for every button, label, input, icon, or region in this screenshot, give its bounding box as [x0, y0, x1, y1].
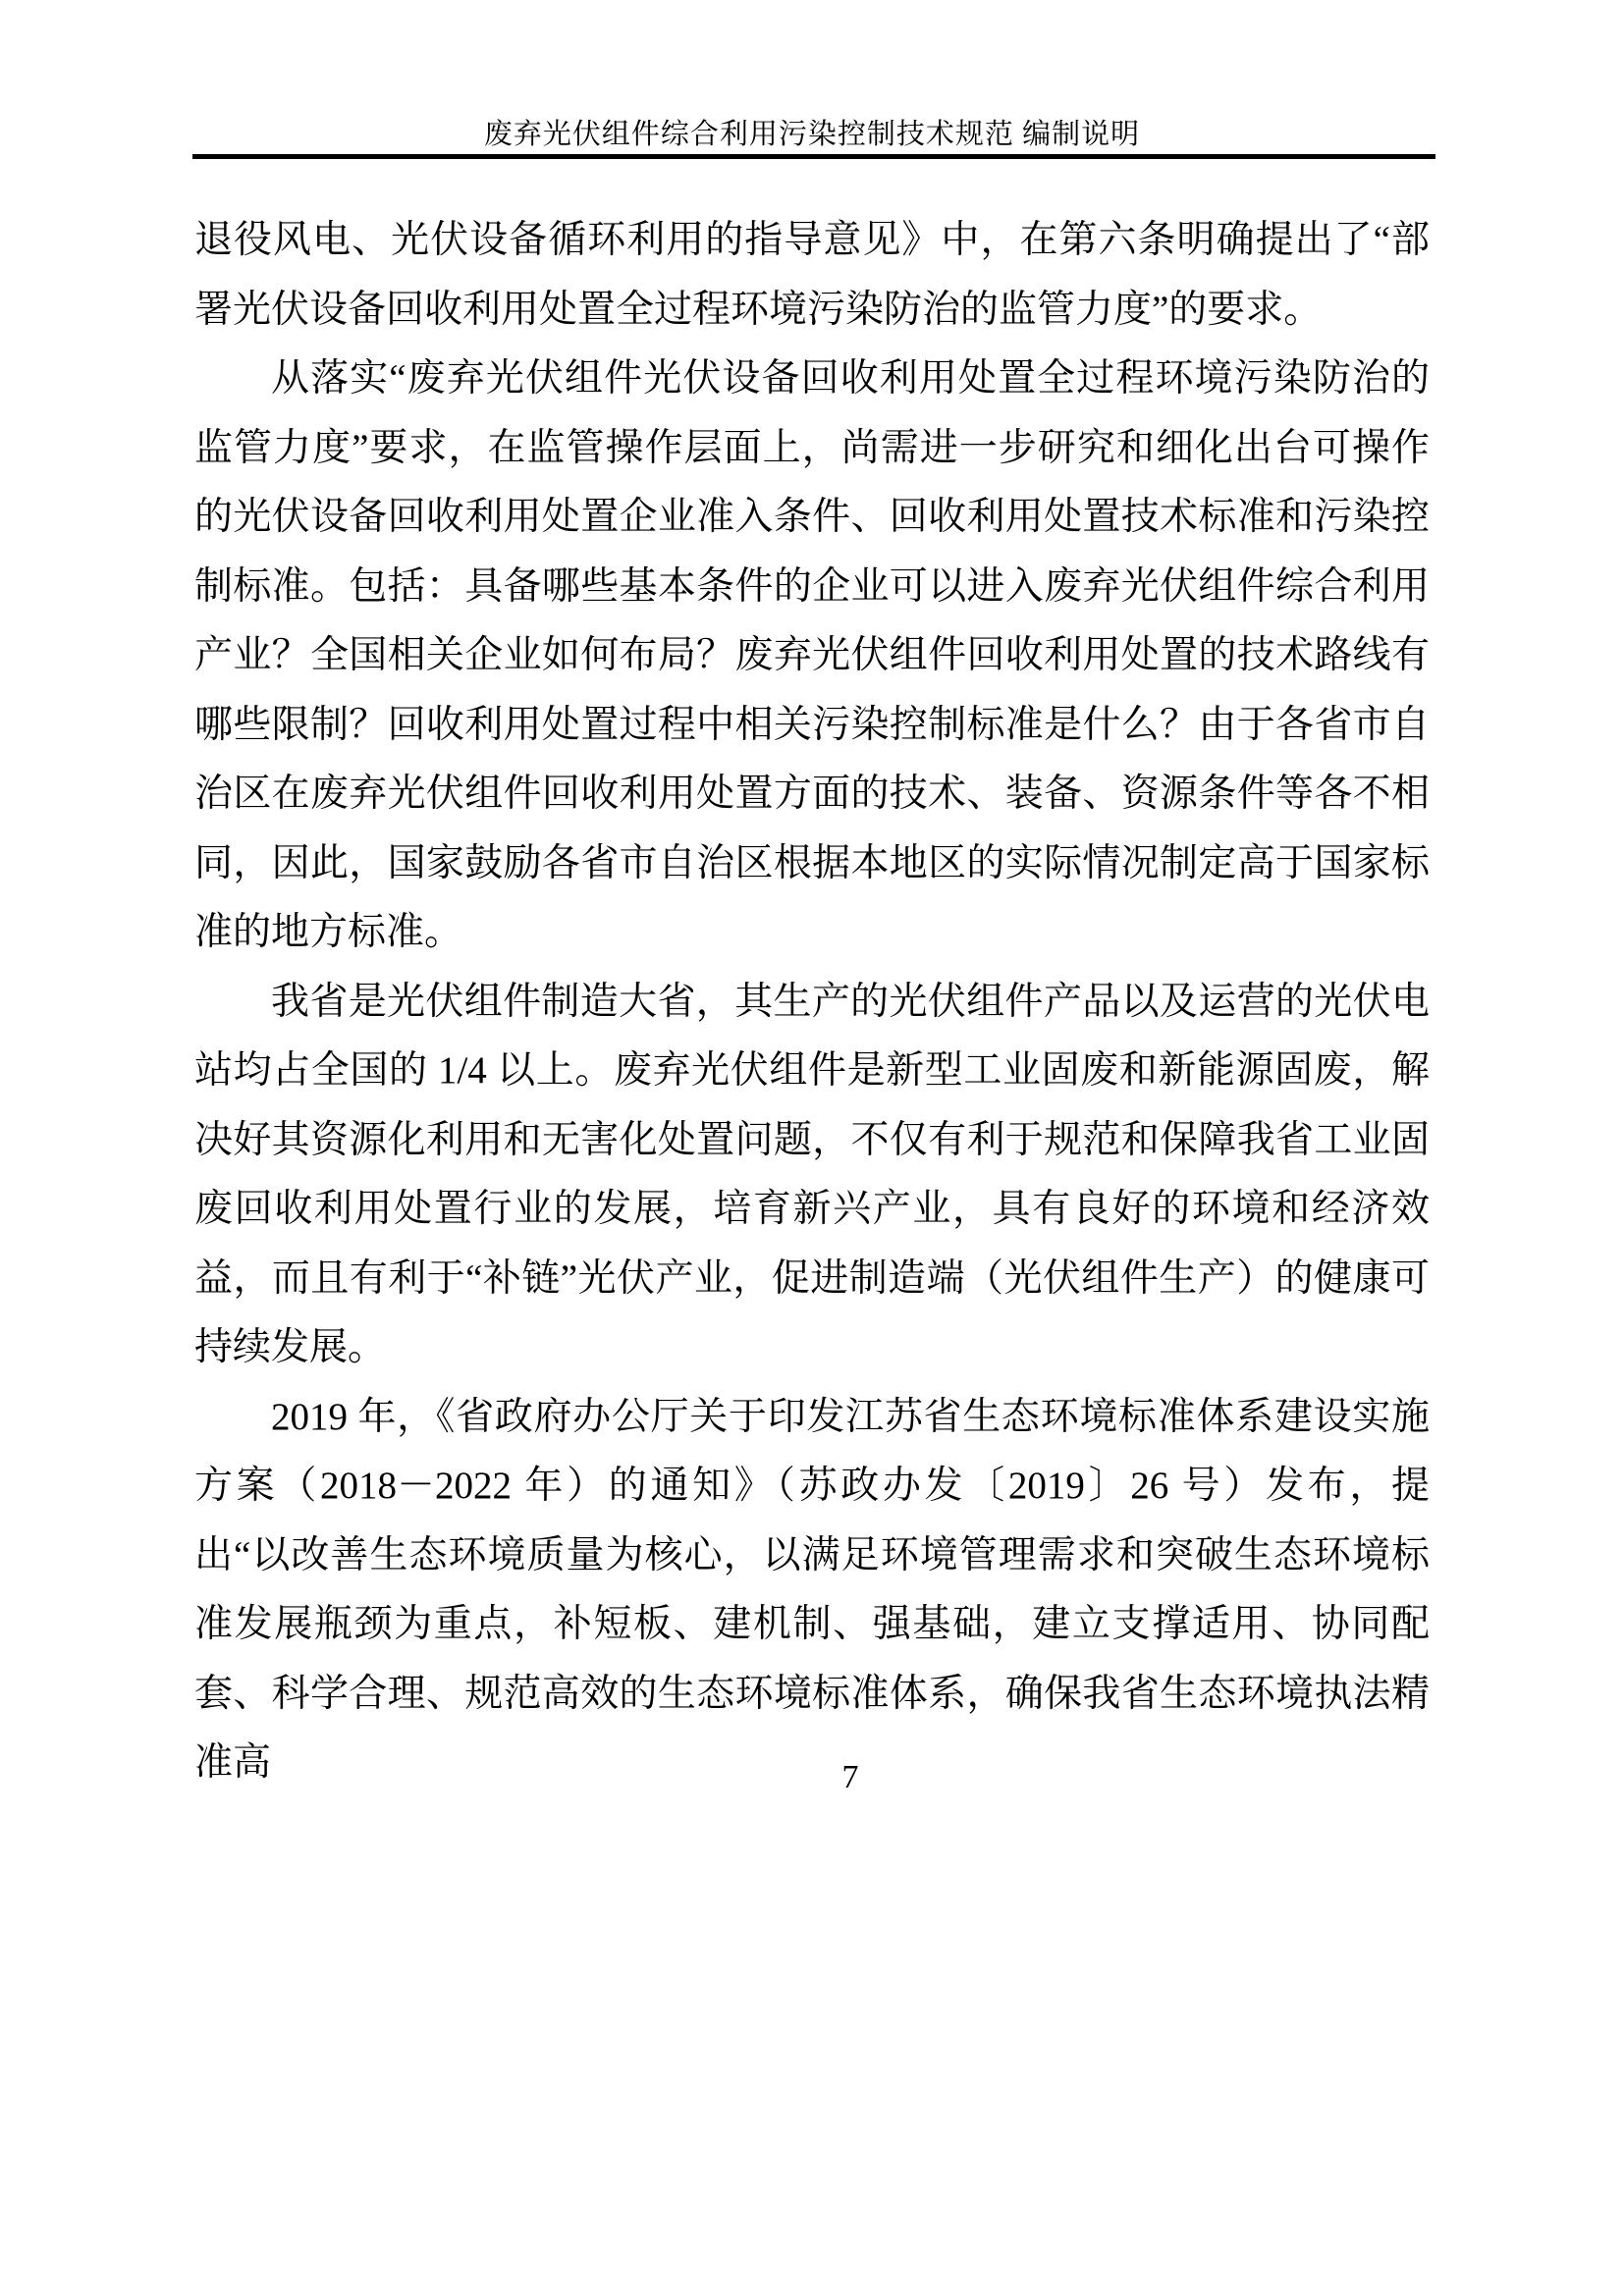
paragraph: 2019 年，《省政府办公厅关于印发江苏省生态环境标准体系建设实施方案（2018－2022 年）的通知》（苏政办发〔2019〕26 号）发布，提出“以改善生态环境质量为核心，以满足环境管理需求和突破生态环境标准发展瓶颈为重点，补短板、建机制、强基础，建立支撑适用、协同配套、科学合理、规范高效的生态环境标准体系，确保我省生态环境执法精准高: [194, 1395, 1430, 1784]
page-header-title: 废弃光伏组件综合利用污染控制技术规范 编制说明: [483, 119, 1141, 150]
page-number: 7: [841, 1759, 859, 1795]
document-body: [194, 206, 1430, 1798]
paragraph-continuation: 退役风电、光伏设备循环利用的指导意见》中，在第六条明确提出了“部署光伏设备回收利用处置全过程环境污染防治的监管力度”的要求。: [194, 219, 1430, 331]
paragraph: 我省是光伏组件制造大省，其生产的光伏组件产品以及运营的光伏电站均占全国的 1/4 以上。废弃光伏组件是新型工业固废和新能源固废，解决好其资源化利用和无害化处置问题，不仅有利于规范和保障我省工业固废回收利用处置行业的发展，培育新兴产业，具有良好的环境和经济效益，而且有利于“补链”光伏产业，促进制造端（光伏组件生产）的健康可持续发展。: [194, 980, 1430, 1368]
paragraph: 从落实“废弃光伏组件光伏设备回收利用处置全过程环境污染防治的监管力度”要求，在监管操作层面上，尚需进一步研究和细化出台可操作的光伏设备回收利用处置企业准入条件、回收利用处置技术标准和污染控制标准。包括：具备哪些基本条件的企业可以进入废弃光伏组件综合利用产业？全国相关企业如何布局？废弃光伏组件回收利用处置的技术路线有哪些限制？回收利用处置过程中相关污染控制标准是什么？由于各省市自治区在废弃光伏组件回收利用处置方面的技术、装备、资源条件等各不相同，因此，国家鼓励各省市自治区根据本地区的实际情况制定高于国家标准的地方标准。: [194, 357, 1430, 953]
header-rule: [192, 154, 1435, 159]
page-footer: [0, 1759, 1624, 1796]
